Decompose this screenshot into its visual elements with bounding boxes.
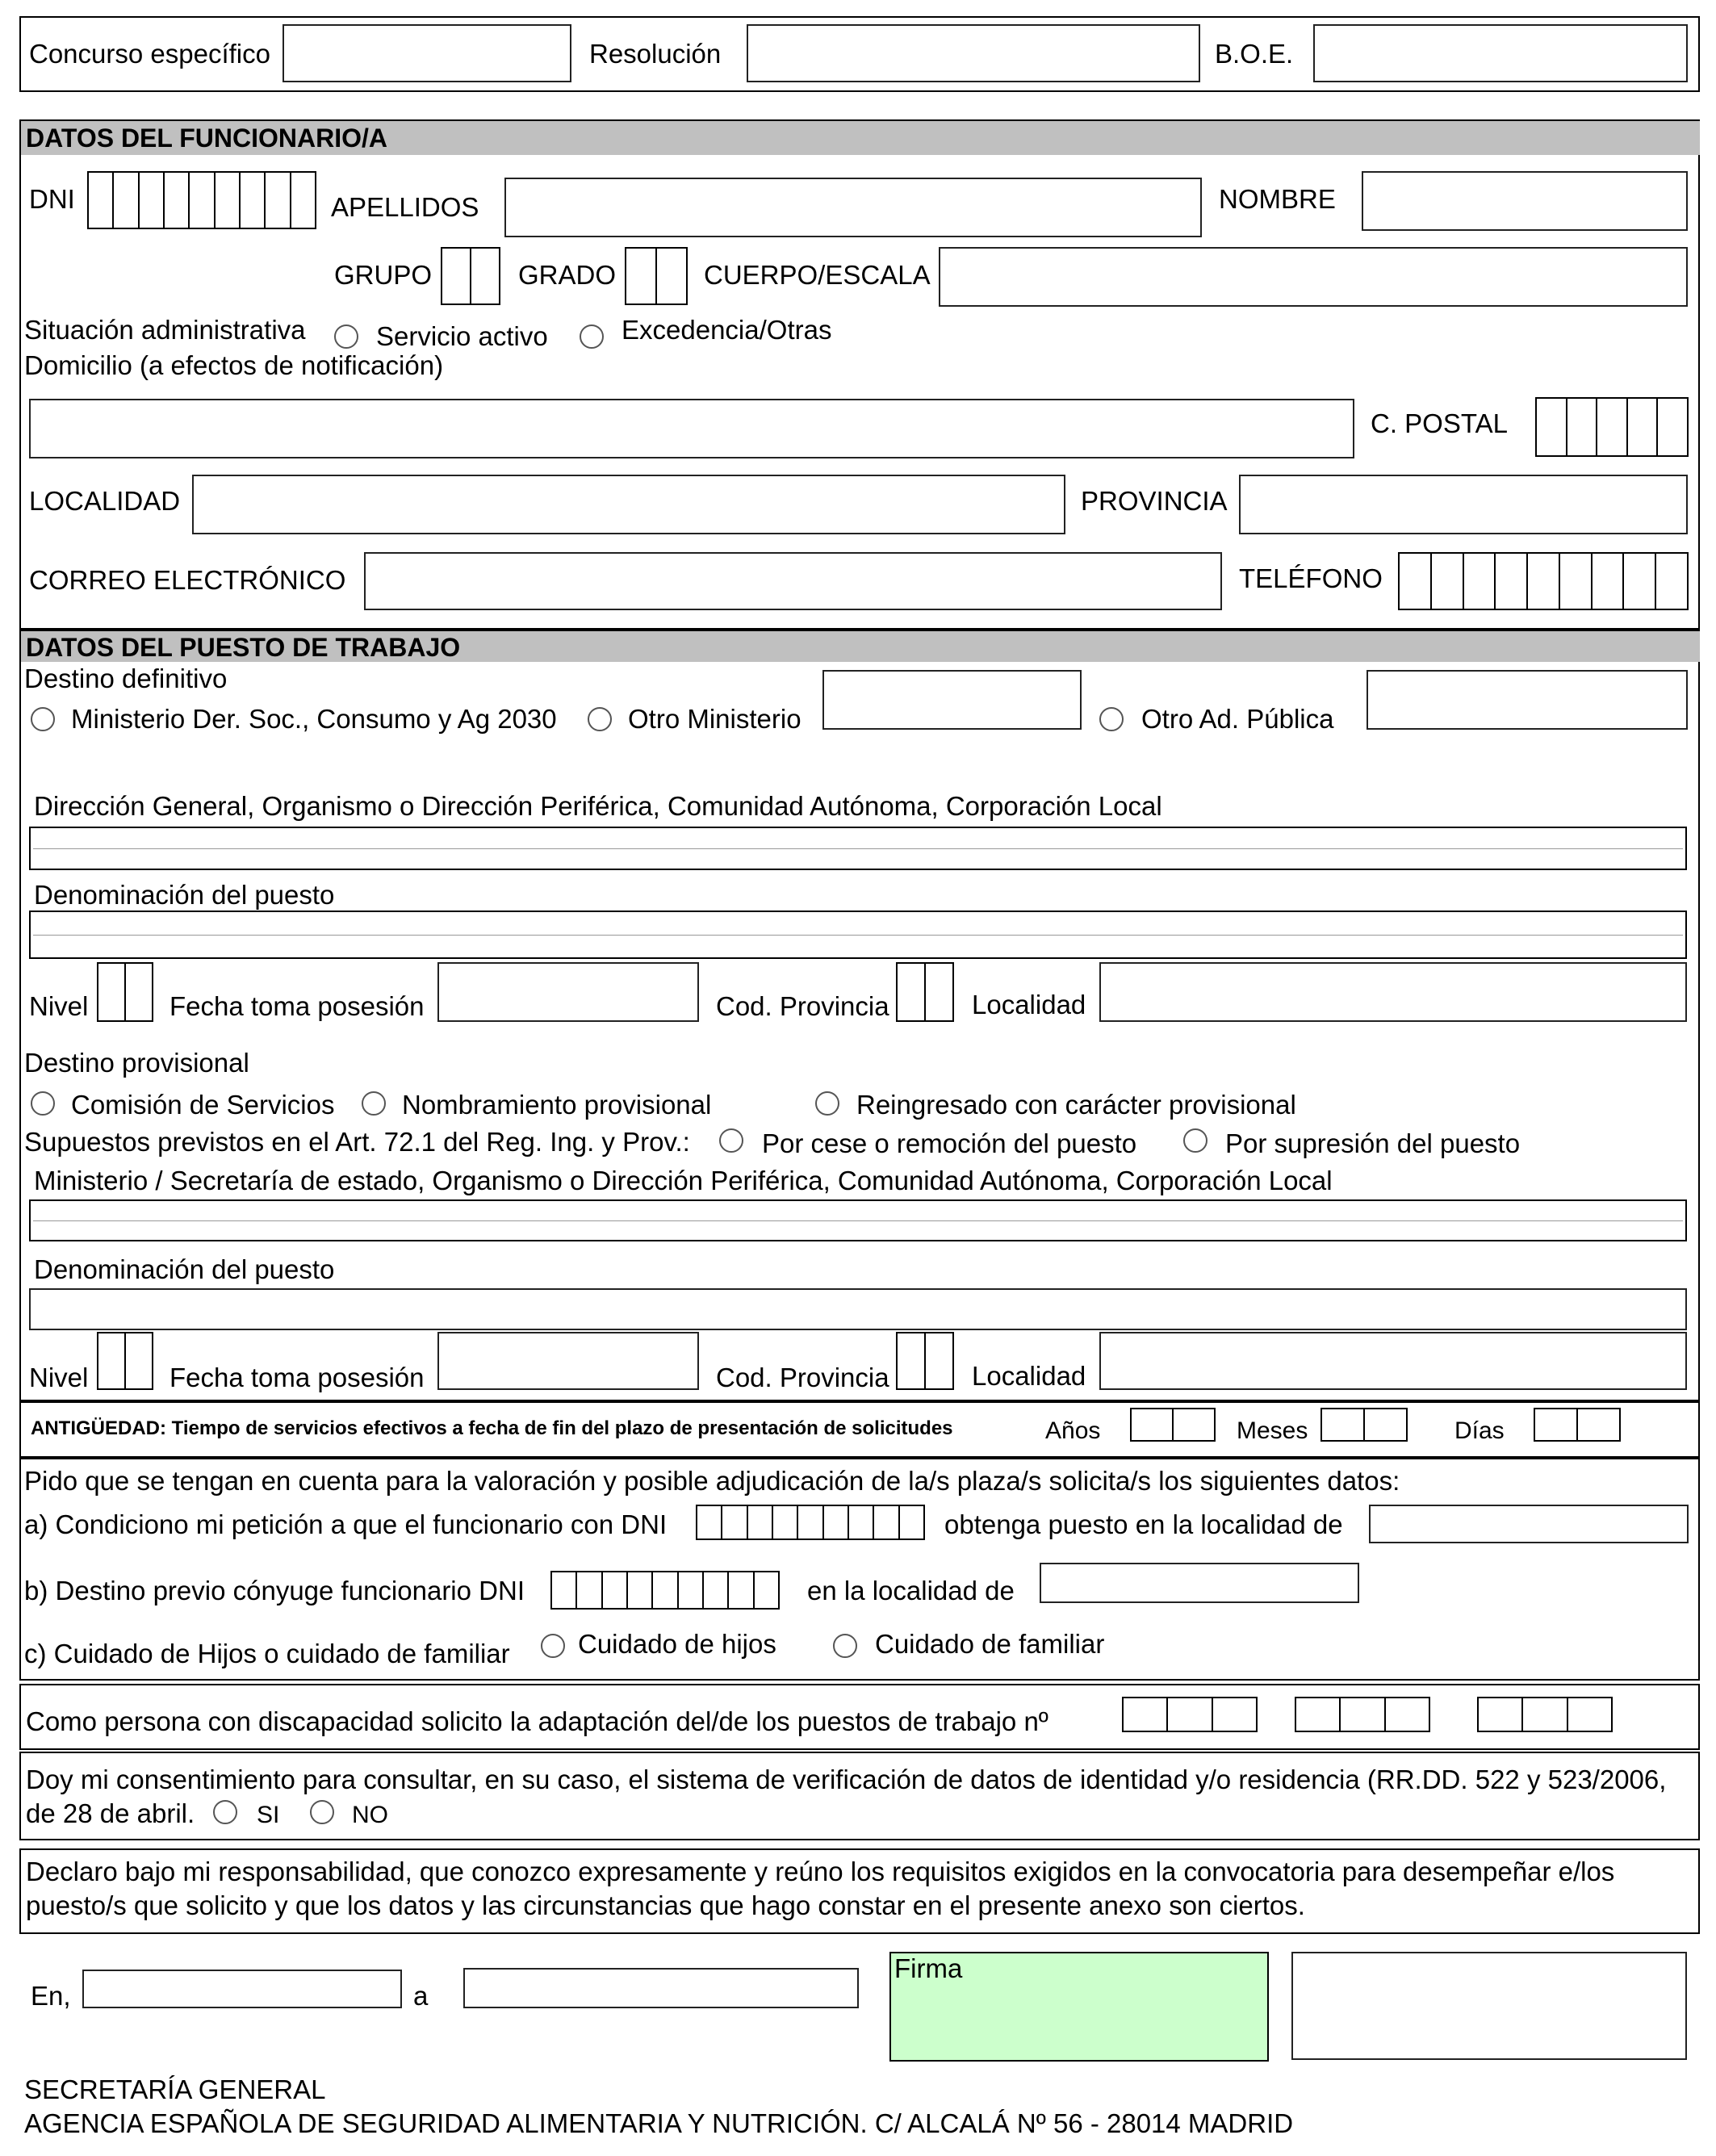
grado-cells[interactable] (625, 247, 688, 305)
cod-provincia2-cells[interactable] (896, 1332, 954, 1390)
telefono-cells[interactable] (1398, 552, 1689, 610)
lugar-input[interactable] (82, 1970, 402, 2008)
cod-provincia-cells[interactable] (896, 962, 954, 1022)
direccion-general-label: Dirección General, Organismo o Dirección Periférica, Comunidad Autónoma, Corporación Local (34, 791, 1162, 821)
nivel2-cells[interactable] (97, 1332, 153, 1390)
concurso-label: Concurso específico (29, 39, 270, 69)
otro-ministerio-radio[interactable] (588, 707, 612, 731)
fecha-toma2-input[interactable] (437, 1332, 699, 1390)
grupo-label: GRUPO (334, 260, 433, 290)
cuidado-familiar-label: Cuidado de familiar (875, 1629, 1105, 1659)
reingresado-label: Reingresado con carácter provisional (856, 1090, 1296, 1120)
declaro-line1: Declaro bajo mi responsabilidad, que conozco expresamente y reúno los requisitos exigidos en la convocatoria para desempeñar e/los (26, 1857, 1615, 1886)
consentimiento-line1: Doy mi consentimiento para consultar, en su caso, el sistema de verificación de datos de identidad y/o residencia (RR.DD. 522 y 523/2006, (26, 1765, 1667, 1794)
dni-cells[interactable] (87, 171, 316, 229)
nombramiento-radio[interactable] (362, 1091, 386, 1116)
localidad2-input[interactable] (1099, 1332, 1687, 1390)
destino-definitivo-label: Destino definitivo (24, 664, 228, 693)
apellidos-label: APELLIDOS (331, 192, 479, 222)
firma-field[interactable] (889, 1952, 1269, 2062)
fecha-toma-label: Fecha toma posesión (170, 991, 425, 1021)
peticion-a-dni-cells[interactable] (696, 1505, 925, 1540)
footer-line2: AGENCIA ESPAÑOLA DE SEGURIDAD ALIMENTARIA Y NUTRICIÓN. C/ ALCALÁ Nº 56 - 28014 MADRID (24, 2108, 1294, 2138)
localidad-puesto-label: Localidad (972, 990, 1086, 1019)
footer-line1: SECRETARÍA GENERAL (24, 2074, 326, 2104)
comision-radio[interactable] (31, 1091, 55, 1116)
consentimiento-no-label: NO (352, 1802, 388, 1828)
boe-input[interactable] (1313, 24, 1688, 82)
consentimiento-si-label: SI (257, 1802, 280, 1828)
provincia-input[interactable] (1239, 475, 1688, 534)
peticion-a2-label: obtenga puesto en la localidad de (944, 1509, 1343, 1539)
fecha-toma-input[interactable] (437, 962, 699, 1022)
correo-input[interactable] (364, 552, 1222, 610)
cuidado-familiar-radio[interactable] (833, 1634, 857, 1658)
otro-ministerio-input[interactable] (822, 670, 1082, 730)
sello-box[interactable] (1291, 1952, 1687, 2060)
cuidado-hijos-radio[interactable] (541, 1634, 565, 1658)
supresion-radio[interactable] (1183, 1128, 1207, 1153)
cpostal-cells[interactable] (1535, 397, 1689, 457)
anos-label: Años (1045, 1417, 1101, 1444)
localidad-label: LOCALIDAD (29, 486, 181, 516)
telefono-label: TELÉFONO (1239, 563, 1383, 593)
correo-label: CORREO ELECTRÓNICO (29, 565, 346, 595)
denominacion2-input[interactable] (29, 1288, 1687, 1330)
funcionario-header: DATOS DEL FUNCIONARIO/A (21, 121, 1700, 155)
peticion-b2-label: en la localidad de (807, 1576, 1015, 1605)
consentimiento-line2: de 28 de abril. (26, 1798, 195, 1828)
puesto-num-1-cells[interactable] (1122, 1697, 1258, 1732)
puesto-header: DATOS DEL PUESTO DE TRABAJO (21, 631, 1700, 662)
fecha-input[interactable] (463, 1968, 859, 2008)
excedencia-radio[interactable] (580, 324, 604, 349)
antiguedad-label: ANTIGÜEDAD: Tiempo de servicios efectivos a fecha de fin del plazo de presentación de solicitudes (31, 1417, 953, 1439)
destino-provisional-label: Destino provisional (24, 1048, 249, 1078)
apellidos-input[interactable] (504, 178, 1202, 237)
a-label: a (413, 1981, 429, 2011)
boe-label: B.O.E. (1215, 39, 1294, 69)
nivel-label: Nivel (29, 991, 89, 1021)
peticion-b-localidad-input[interactable] (1040, 1563, 1359, 1603)
anos-cells[interactable] (1130, 1408, 1216, 1442)
denominacion2-label: Denominación del puesto (34, 1254, 335, 1284)
cese-radio[interactable] (719, 1128, 743, 1153)
nombramiento-label: Nombramiento provisional (402, 1090, 712, 1120)
domicilio-input[interactable] (29, 399, 1354, 458)
cpostal-label: C. POSTAL (1371, 408, 1508, 438)
en-label: En, (31, 1981, 71, 2011)
localidad-puesto-input[interactable] (1099, 962, 1687, 1022)
ministerio-secretaria-label: Ministerio / Secretaría de estado, Organismo o Dirección Periférica, Comunidad Autónoma, Corporación Local (34, 1166, 1333, 1195)
cuidado-hijos-label: Cuidado de hijos (578, 1629, 776, 1659)
resolucion-input[interactable] (747, 24, 1200, 82)
dias-label: Días (1454, 1417, 1505, 1444)
ministerio-secretaria-input[interactable] (29, 1199, 1687, 1241)
cuerpo-input[interactable] (939, 247, 1688, 307)
dni-label: DNI (29, 184, 75, 214)
domicilio-label: Domicilio (a efectos de notificación) (24, 350, 444, 380)
denominacion-label: Denominación del puesto (34, 880, 335, 910)
localidad-input[interactable] (192, 475, 1065, 534)
supuestos-label: Supuestos previstos en el Art. 72.1 del Reg. Ing. y Prov.: (24, 1127, 690, 1157)
reingresado-radio[interactable] (815, 1091, 839, 1116)
ministerio-label: Ministerio Der. Soc., Consumo y Ag 2030 (71, 704, 557, 734)
nivel-cells[interactable] (97, 962, 153, 1022)
peticion-c-label: c) Cuidado de Hijos o cuidado de familiar (24, 1639, 510, 1668)
denominacion-input[interactable] (29, 911, 1687, 959)
resolucion-label: Resolución (589, 39, 722, 69)
cod-provincia2-label: Cod. Provincia (716, 1363, 889, 1392)
ministerio-radio[interactable] (31, 707, 55, 731)
otro-ministerio-label: Otro Ministerio (628, 704, 801, 734)
consentimiento-si-radio[interactable] (213, 1800, 237, 1824)
nombre-input[interactable] (1362, 171, 1688, 231)
dias-cells[interactable] (1534, 1408, 1621, 1442)
grado-label: GRADO (518, 260, 617, 290)
cod-provincia-label: Cod. Provincia (716, 991, 889, 1021)
provincia-label: PROVINCIA (1081, 486, 1228, 516)
puesto-num-2-cells[interactable] (1295, 1697, 1430, 1732)
direccion-general-input[interactable] (29, 827, 1687, 870)
peticion-a-label: a) Condiciono mi petición a que el funcionario con DNI (24, 1509, 668, 1539)
supresion-label: Por supresión del puesto (1225, 1128, 1521, 1158)
peticion-b-dni-cells[interactable] (550, 1571, 780, 1610)
situacion-label: Situación administrativa (24, 315, 306, 345)
otra-ad-input[interactable] (1367, 670, 1688, 730)
cese-label: Por cese o remoción del puesto (762, 1128, 1137, 1158)
puesto-num-3-cells[interactable] (1477, 1697, 1613, 1732)
meses-cells[interactable] (1320, 1408, 1408, 1442)
meses-label: Meses (1237, 1417, 1308, 1444)
cuerpo-label: CUERPO/ESCALA (704, 260, 931, 290)
discapacidad-label: Como persona con discapacidad solicito la adaptación del/de los puestos de trabajo nº (26, 1706, 1048, 1736)
peticion-b-label: b) Destino previo cónyuge funcionario DNI (24, 1576, 525, 1605)
fecha-toma2-label: Fecha toma posesión (170, 1363, 425, 1392)
peticion-a-localidad-input[interactable] (1369, 1505, 1689, 1543)
localidad2-label: Localidad (972, 1361, 1086, 1391)
peticion-intro: Pido que se tengan en cuenta para la valoración y posible adjudicación de la/s plaza/s solicita/s los siguientes datos: (24, 1466, 1400, 1496)
servicio-activo-radio[interactable] (334, 324, 358, 349)
nombre-label: NOMBRE (1219, 184, 1336, 214)
declaro-line2: puesto/s que solicito y que los datos y las circunstancias que hago constar en el presente anexo son ciertos. (26, 1890, 1305, 1920)
comision-label: Comisión de Servicios (71, 1090, 335, 1120)
consentimiento-no-radio[interactable] (310, 1800, 334, 1824)
firma-label: Firma (894, 1953, 963, 1983)
nivel2-label: Nivel (29, 1363, 89, 1392)
concurso-input[interactable] (283, 24, 571, 82)
servicio-activo-label: Servicio activo (376, 321, 548, 351)
otra-ad-label: Otro Ad. Pública (1141, 704, 1334, 734)
excedencia-label: Excedencia/Otras (622, 315, 832, 345)
otra-ad-radio[interactable] (1099, 707, 1124, 731)
grupo-cells[interactable] (441, 247, 500, 305)
